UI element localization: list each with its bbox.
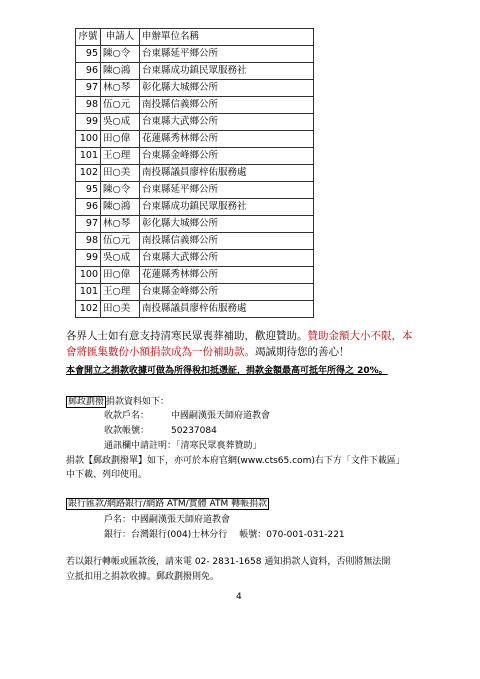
payee-row xyxy=(104,408,270,421)
unit-cell: 台東縣成功鎮民眾服務社 xyxy=(140,199,314,216)
unit-cell: 彰化縣大城鄉公所 xyxy=(140,80,314,97)
table-row xyxy=(76,233,314,250)
unit-cell: 台東縣延平鄉公所 xyxy=(140,46,314,63)
applicant-cell: 吳○成 xyxy=(101,114,140,131)
applicant-cell: 王○理 xyxy=(101,148,140,165)
serial-cell: 96 xyxy=(76,63,101,80)
serial-cell: 102 xyxy=(76,165,101,182)
appeal-red-text: 贊助金額大小不限，本會將匯集數份小額捐款成為一份補助款。 xyxy=(66,330,413,358)
unit-cell: 台東縣大武鄉公所 xyxy=(140,250,314,267)
bank-account-number: 帳號：070-001-031-221 xyxy=(239,530,345,540)
unit-cell: 台東縣大武鄉公所 xyxy=(140,114,314,131)
header-applicant: 申請人 xyxy=(101,29,140,46)
bank-info-row xyxy=(104,527,345,540)
table-row xyxy=(76,267,314,284)
applicant-cell: 陳○令 xyxy=(101,182,140,199)
applicant-cell: 田○美 xyxy=(101,301,140,318)
applicant-table xyxy=(75,28,314,318)
bank-info: 銀行：台灣銀行(004)士林分行 xyxy=(104,530,228,540)
serial-cell: 97 xyxy=(76,80,101,97)
unit-cell: 台東縣金峰鄉公所 xyxy=(140,148,314,165)
table-row xyxy=(76,80,314,97)
serial-cell: 97 xyxy=(76,216,101,233)
postal-heading xyxy=(66,394,169,407)
table-row xyxy=(76,63,314,80)
closing-line1: 若以銀行轉帳或匯款後，請來電 02- 2831-1658 通知捐款人資料，否則將無法開 xyxy=(66,557,391,567)
payee-value: 中國嗣漢張天師府道教會 xyxy=(171,411,271,421)
table-row xyxy=(76,301,314,318)
applicant-cell: 伍○元 xyxy=(101,233,140,250)
table-row xyxy=(76,131,314,148)
table-row xyxy=(76,216,314,233)
applicant-cell: 林○琴 xyxy=(101,80,140,97)
postal-form-line2: 中下載、列印使用。 xyxy=(66,470,148,480)
table-body xyxy=(76,46,314,318)
serial-cell: 100 xyxy=(76,267,101,284)
postal-label: 郵政劃撥 xyxy=(68,397,105,407)
applicant-cell: 陳○鴻 xyxy=(101,63,140,80)
bank-account-name: 戶名：中國嗣漢張天師府道教會 xyxy=(104,515,231,525)
postal-memo: 通訊欄中請註明：「清寒民眾喪葬贊助」 xyxy=(104,441,262,451)
postal-label-suffix: 捐款資料如下： xyxy=(106,397,170,407)
serial-cell: 98 xyxy=(76,97,101,114)
applicant-cell: 伍○元 xyxy=(101,97,140,114)
unit-cell: 南投縣議員廖梓佑服務處 xyxy=(140,165,314,182)
appeal-intro: 各界人士如有意支持清寒民眾喪葬補助，歡迎贊助。 xyxy=(66,330,308,342)
unit-cell: 台東縣延平鄉公所 xyxy=(140,182,314,199)
applicant-cell: 田○偉 xyxy=(101,131,140,148)
serial-cell: 96 xyxy=(76,199,101,216)
applicant-cell: 田○偉 xyxy=(101,267,140,284)
serial-cell: 95 xyxy=(76,46,101,63)
unit-cell: 台東縣成功鎮民眾服務社 xyxy=(140,63,314,80)
applicant-cell: 林○琴 xyxy=(101,216,140,233)
unit-cell: 彰化縣大城鄉公所 xyxy=(140,216,314,233)
serial-cell: 101 xyxy=(76,148,101,165)
applicant-cell: 吳○成 xyxy=(101,250,140,267)
appeal-thanks: 竭誠期待您的善心！ xyxy=(255,346,350,358)
unit-cell: 花蓮縣秀林鄉公所 xyxy=(140,267,314,284)
appeal-paragraph xyxy=(66,328,418,360)
serial-cell: 95 xyxy=(76,182,101,199)
bank-heading xyxy=(66,496,269,509)
table-row xyxy=(76,250,314,267)
account-value: 50237084 xyxy=(171,426,217,436)
unit-cell: 南投縣議員廖梓佑服務處 xyxy=(140,301,314,318)
applicant-cell: 田○美 xyxy=(101,165,140,182)
account-row xyxy=(104,423,217,436)
table-row xyxy=(76,114,314,131)
applicant-cell: 王○理 xyxy=(101,284,140,301)
applicant-cell: 陳○令 xyxy=(101,46,140,63)
unit-cell: 南投縣信義鄉公所 xyxy=(140,233,314,250)
table-row xyxy=(76,182,314,199)
page-number: 4 xyxy=(236,592,242,602)
table-row xyxy=(76,97,314,114)
postal-form-line1: 捐款【郵政劃撥單】如下，亦可於本府官網(www.cts65.com)右下方「文件下載區」 xyxy=(66,456,405,466)
header-serial: 序號 xyxy=(76,29,101,46)
serial-cell: 99 xyxy=(76,114,101,131)
unit-cell: 台東縣金峰鄉公所 xyxy=(140,284,314,301)
table-row xyxy=(76,284,314,301)
serial-cell: 98 xyxy=(76,233,101,250)
serial-cell: 100 xyxy=(76,131,101,148)
tax-note: 本會開立之捐款收據可做為所得稅扣抵憑証，捐款金額最高可抵年所得之 20%。 xyxy=(66,366,388,376)
applicant-cell: 陳○鴻 xyxy=(101,199,140,216)
table-header-row xyxy=(76,29,314,46)
closing-line2: 立抵扣用之捐款收據。郵政劃撥則免。 xyxy=(66,572,220,582)
table-row xyxy=(76,199,314,216)
header-unit: 申辦單位名稱 xyxy=(140,29,314,46)
unit-cell: 南投縣信義鄉公所 xyxy=(140,97,314,114)
serial-cell: 101 xyxy=(76,284,101,301)
table-row xyxy=(76,165,314,182)
table-row xyxy=(76,148,314,165)
serial-cell: 102 xyxy=(76,301,101,318)
table-row xyxy=(76,46,314,63)
bank-label: 銀行匯款/網路銀行/網路 ATM/實體 ATM 轉帳捐款 xyxy=(68,499,268,509)
serial-cell: 99 xyxy=(76,250,101,267)
unit-cell: 花蓮縣秀林鄉公所 xyxy=(140,131,314,148)
account-label: 收款帳號： xyxy=(104,426,150,436)
payee-label: 收款戶名： xyxy=(104,411,150,421)
